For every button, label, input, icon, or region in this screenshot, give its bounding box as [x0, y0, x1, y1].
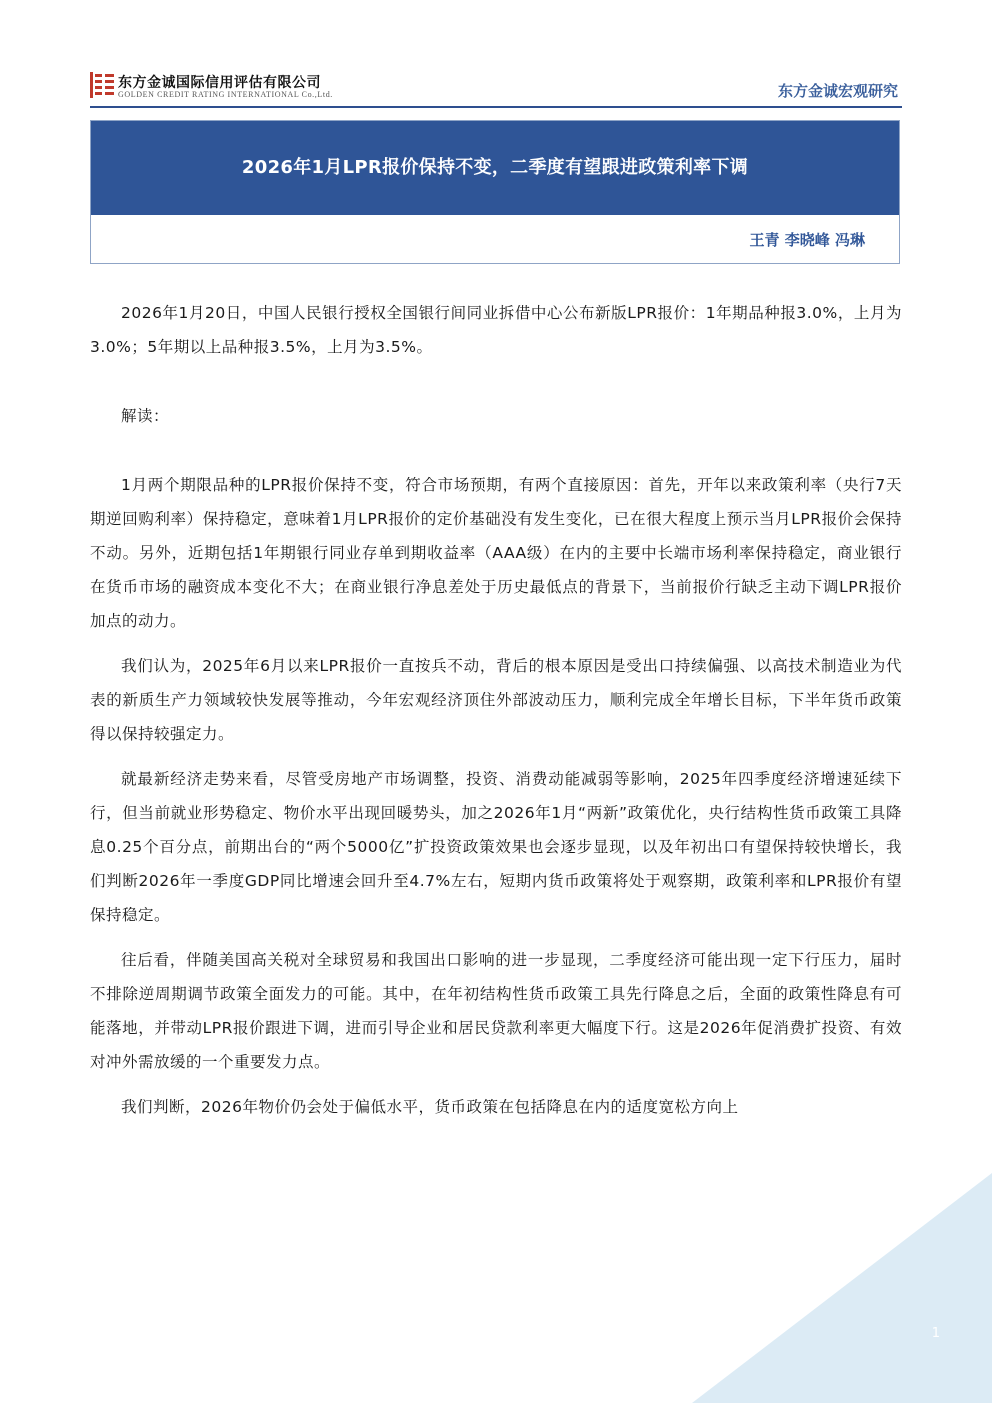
report-title: 2026年1月LPR报价保持不变，二季度有望跟进政策利率下调 — [241, 157, 749, 178]
corner-decoration — [692, 1173, 992, 1403]
paragraph-outlook: 往后看，伴随美国高关税对全球贸易和我国出口影响的进一步显现，二季度经济可能出现一定下行压力，届时不排除逆周期调节政策全面发力的可能。其中，在年初结构性货币政策工具先行降息之后，全面的政策性降息有可能落地，并带动LPR报价跟进下调，进而引导企业和居民贷款利率更大幅度下行。这是2026年促消费扩投资、有效对冲外需放缓的一个重要发力点。 — [90, 951, 902, 1071]
paragraph-reasons: 1月两个期限品种的LPR报价保持不变，符合市场预期，有两个直接原因：首先，开年以来政策利率（央行7天期逆回购利率）保持稳定，意味着1月LPR报价的定价基础没有发生变化，已在很大程度上预示当月LPR报价会保持不动。另外，近期包括1年期银行同业存单到期收益率（AAA级）在内的主要中长端市场利率保持稳定，商业银行在货币市场的融资成本变化不大；在商业银行净息差处于历史最低点的背景下，当前报价行缺乏主动下调LPR报价加点的动力。 — [90, 476, 902, 630]
company-name-en: GOLDEN CREDIT RATING INTERNATIONAL Co.,Ltd. — [118, 90, 333, 99]
paragraph-view: 我们认为，2025年6月以来LPR报价一直按兵不动，背后的根本原因是受出口持续偏强、以高技术制造业为代表的新质生产力领域较快发展等推动，今年宏观经济顶住外部波动压力，顺利完成全年增长目标，下半年货币政策得以保持较强定力。 — [90, 657, 902, 743]
report-authors: 王青 李晓峰 冯琳 — [749, 231, 865, 249]
title-box — [90, 120, 900, 264]
page-number: 1 — [931, 1326, 940, 1341]
paragraph-judgement: 我们判断，2026年物价仍会处于偏低水平，货币政策在包括降息在内的适度宽松方向上 — [121, 1098, 739, 1116]
paragraph-economy: 就最新经济走势来看，尽管受房地产市场调整，投资、消费动能减弱等影响，2025年四季度经济增速延续下行，但当前就业形势稳定、物价水平出现回暖势头，加之2026年1月“两新”政策优化，央行结构性货币政策工具降息0.25个百分点，前期出台的“两个5000亿”扩投资政策效果也会逐步显现，以及年初出口有望保持较快增长，我们判断2026年一季度GDP同比增速会回升至4.7%左右，短期内货币政策将处于观察期，政策利率和LPR报价有望保持稳定。 — [90, 770, 902, 924]
research-brand: 东方金诚宏观研究 — [777, 82, 898, 100]
company-name-cn: 东方金诚国际信用评估有限公司 — [118, 75, 321, 91]
header-divider — [90, 106, 902, 108]
page-header — [90, 68, 902, 108]
report-body — [90, 296, 902, 1124]
company-logo-icon — [90, 72, 114, 98]
paragraph-announcement: 2026年1月20日，中国人民银行授权全国银行间同业拆借中心公布新版LPR报价：1年期品种报3.0%，上月为3.0%；5年期以上品种报3.5%，上月为3.5%。 — [90, 304, 902, 356]
paragraph-interpretation-label: 解读： — [121, 407, 170, 425]
